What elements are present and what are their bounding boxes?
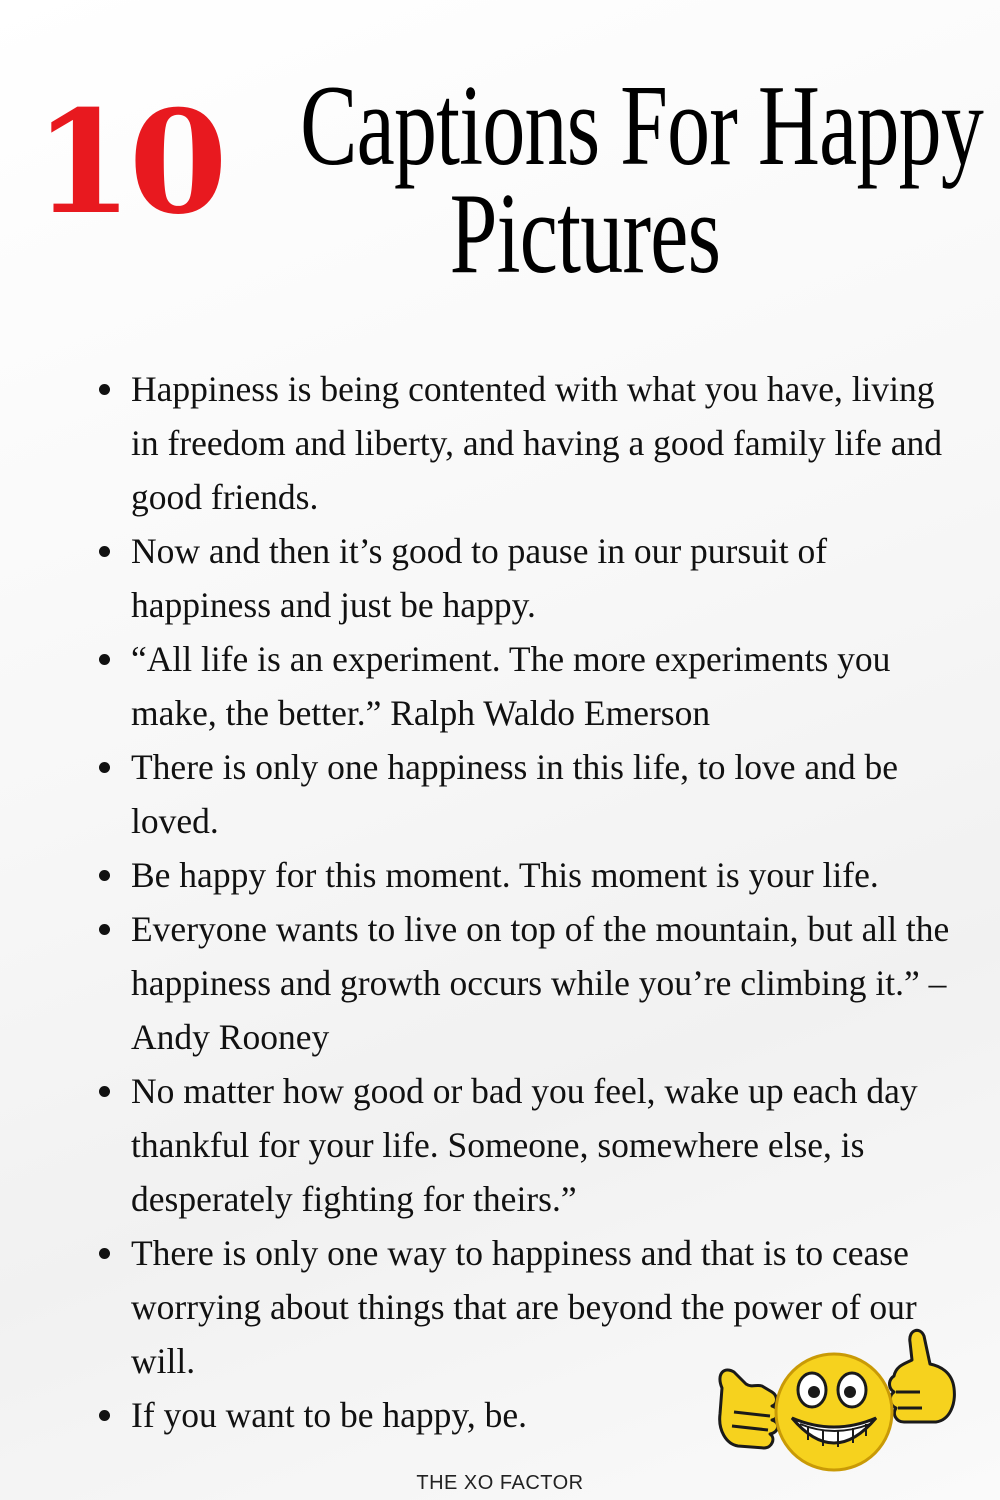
list-item: Happiness is being contented with what you have, living in freedom and liberty, and having a good family life and good friends. bbox=[96, 362, 966, 524]
thumbs-up-smiley-icon bbox=[708, 1326, 960, 1476]
list-item: Everyone wants to live on top of the mountain, but all the happiness and growth occurs while you’re climbing it.” – Andy Rooney bbox=[96, 902, 966, 1064]
list-item: Now and then it’s good to pause in our pursuit of happiness and just be happy. bbox=[96, 524, 966, 632]
list-item: Be happy for this moment. This moment is your life. bbox=[96, 848, 966, 902]
title-line-1: Captions For Happy bbox=[300, 62, 984, 190]
title-line-2: Pictures bbox=[449, 170, 721, 298]
captions-list bbox=[96, 362, 966, 1442]
list-item: “All life is an experiment. The more experiments you make, the better.” Ralph Waldo Emerson bbox=[96, 632, 966, 740]
list-item: If you want to be happy, be. bbox=[96, 1388, 966, 1442]
page-title bbox=[300, 62, 984, 298]
footer-credit: THE XO FACTOR bbox=[416, 1472, 584, 1494]
list-item: There is only one way to happiness and that is to cease worrying about things that are beyond the power of our will. bbox=[96, 1226, 966, 1388]
list-item: No matter how good or bad you feel, wake up each day thankful for your life. Someone, somewhere else, is desperately fighting for theirs.” bbox=[96, 1064, 966, 1226]
title-number: 10 bbox=[34, 80, 224, 246]
list-item: There is only one happiness in this life, to love and be loved. bbox=[96, 740, 966, 848]
